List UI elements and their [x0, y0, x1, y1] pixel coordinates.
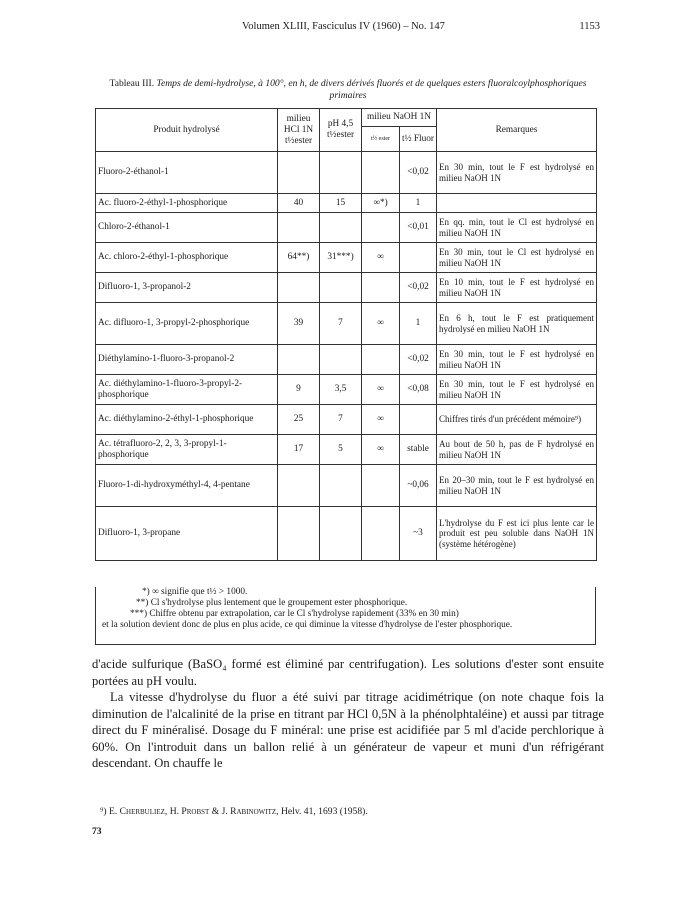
cell-naoh-fluor: stable [400, 435, 437, 465]
table-row [96, 152, 597, 194]
cell-naoh-fluor: <0,08 [400, 375, 437, 405]
cell-naoh-ester: ∞ [362, 375, 400, 405]
cell-ph [320, 152, 362, 194]
cell-remarks: En 10 min, tout le F est hydrolysé en milieu NaOH 1N [437, 273, 597, 303]
cell-hcl [278, 507, 320, 561]
note-3: ***) Chiffre obtenu par extrapolation, car le Cl s'hydrolyse rapidement (33% en 30 min) [130, 609, 459, 619]
cell-ph: 7 [320, 405, 362, 435]
cell-naoh-ester [362, 507, 400, 561]
cell-product: Ac. tétrafluoro-2, 2, 3, 3-propyl-1-phosphorique [96, 435, 278, 465]
cell-hcl [278, 345, 320, 375]
table-row [96, 345, 597, 375]
cell-remarks: Chiffres tirés d'un précédent mémoire⁹) [437, 405, 597, 435]
note-3-continued: et la solution devient donc de plus en plus acide, ce qui diminue la vitesse d'hydrolyse de l'ester phosphorique. [102, 620, 513, 630]
cell-remarks: En 6 h, tout le F est pratiquement hydrolysé en milieu NaOH 1N [437, 303, 597, 345]
cell-remarks: Au bout de 50 h, pas de F hydrolysé en milieu NaOH 1N [437, 435, 597, 465]
header-remarks: Remarques [437, 109, 597, 152]
header-product: Produit hydrolysé [96, 109, 278, 152]
cell-naoh-ester: ∞ [362, 435, 400, 465]
cell-remarks: L'hydrolyse du F est ici plus lente car le produit est peu soluble dans NaOH 1N (système hétérogène) [437, 507, 597, 561]
table-row [96, 435, 597, 465]
cell-remarks: En 30 min, tout le Cl est hydrolysé en milieu NaOH 1N [437, 243, 597, 273]
header-ph: pH 4,5 t½ester [320, 109, 362, 152]
cell-ph [320, 465, 362, 507]
cell-hcl [278, 152, 320, 194]
cell-naoh-fluor: 1 [400, 303, 437, 345]
cell-naoh-fluor: ~0,06 [400, 465, 437, 507]
table-row [96, 507, 597, 561]
cell-hcl: 17 [278, 435, 320, 465]
table-row [96, 405, 597, 435]
cell-remarks: En qq. min, tout le Cl est hydrolysé en milieu NaOH 1N [437, 213, 597, 243]
cell-product: Ac. chloro-2-éthyl-1-phosphorique [96, 243, 278, 273]
paragraph: d'acide sulfurique (BaSO₄ formé est éliminé par centrifugation). Les solutions d'ester sont ensuite portées au pH voulu. [92, 657, 604, 688]
cell-ph [320, 213, 362, 243]
cell-hcl [278, 273, 320, 303]
cell-naoh-ester [362, 213, 400, 243]
cell-ph: 31***) [320, 243, 362, 273]
header-hcl: milieu HCl 1N t½ester [278, 109, 320, 152]
cell-hcl: 9 [278, 375, 320, 405]
cell-product: Ac. fluoro-2-éthyl-1-phosphorique [96, 194, 278, 213]
cell-hcl: 64**) [278, 243, 320, 273]
cell-ph: 15 [320, 194, 362, 213]
cell-naoh-ester: ∞ [362, 405, 400, 435]
cell-remarks [437, 194, 597, 213]
caption-label: Tableau III. [109, 78, 155, 89]
cell-product: Diéthylamino-1-fluoro-3-propanol-2 [96, 345, 278, 375]
table-row [96, 375, 597, 405]
cell-naoh-ester: ∞ [362, 243, 400, 273]
cell-naoh-fluor: <0,02 [400, 152, 437, 194]
table-row [96, 273, 597, 303]
caption-text: Temps de demi-hydrolyse, à 100°, en h, de divers dérivés fluorés et de quelques esters fluoralcoylphosphoriques primaires [156, 78, 587, 101]
cell-hcl: 40 [278, 194, 320, 213]
body-text [92, 656, 604, 772]
cell-naoh-fluor: <0,02 [400, 345, 437, 375]
cell-naoh-ester [362, 345, 400, 375]
note-1: *) ∞ signifie que t½ > 1000. [142, 587, 248, 597]
footnote-mark: ⁹) [100, 806, 107, 817]
header-naoh-fluor: t½ Fluor [400, 127, 437, 152]
table-caption [92, 78, 604, 102]
table-row [96, 243, 597, 273]
table-row [96, 465, 597, 507]
cell-naoh-fluor [400, 405, 437, 435]
cell-ph: 5 [320, 435, 362, 465]
cell-naoh-ester [362, 152, 400, 194]
cell-remarks: En 30 min, tout le F est hydrolysé en milieu NaOH 1N [437, 345, 597, 375]
cell-ph [320, 273, 362, 303]
cell-product: Ac. diéthylamino-1-fluoro-3-propyl-2-phosphorique [96, 375, 278, 405]
page-footer: 73 [92, 826, 102, 837]
journal-info: Volumen XLIII, Fasciculus IV (1960) – No. 147 [242, 21, 445, 32]
cell-naoh-ester [362, 465, 400, 507]
header-naoh: milieu NaOH 1N [362, 109, 437, 127]
cell-product: Ac. diéthylamino-2-éthyl-1-phosphorique [96, 405, 278, 435]
footnote-authors: E. Cherbuliez, H. Probst & J. Rabinowitz, [108, 806, 279, 817]
cell-product: Difluoro-1, 3-propanol-2 [96, 273, 278, 303]
table-notes [95, 587, 596, 645]
cell-naoh-fluor [400, 243, 437, 273]
cell-hcl: 39 [278, 303, 320, 345]
cell-hcl: 25 [278, 405, 320, 435]
footnote-reference: Helv. 41, 1693 (1958). [280, 806, 368, 817]
cell-remarks: En 30 min, tout le F est hydrolysé en milieu NaOH 1N [437, 375, 597, 405]
cell-ph [320, 507, 362, 561]
cell-product: Fluoro-2-éthanol-1 [96, 152, 278, 194]
cell-remarks: En 30 min, tout le F est hydrolysé en milieu NaOH 1N [437, 152, 597, 194]
cell-naoh-ester: ∞ [362, 303, 400, 345]
table-row [96, 194, 597, 213]
cell-ph: 3,5 [320, 375, 362, 405]
hydrolysis-table [95, 108, 597, 561]
page-number: 1153 [579, 21, 600, 32]
header-naoh-ester: t½ ester [362, 127, 400, 152]
cell-product: Fluoro-1-di-hydroxyméthyl-4, 4-pentane [96, 465, 278, 507]
cell-product: Chloro-2-éthanol-1 [96, 213, 278, 243]
footnote [100, 806, 600, 817]
cell-hcl [278, 465, 320, 507]
table-row [96, 303, 597, 345]
cell-remarks: En 20–30 min, tout le F est hydrolysé en milieu NaOH 1N [437, 465, 597, 507]
note-2: **) Cl s'hydrolyse plus lentement que le groupement ester phosphorique. [136, 598, 408, 608]
cell-naoh-fluor: ~3 [400, 507, 437, 561]
cell-ph: 7 [320, 303, 362, 345]
cell-naoh-fluor: 1 [400, 194, 437, 213]
cell-naoh-ester: ∞*) [362, 194, 400, 213]
table-row [96, 213, 597, 243]
cell-hcl [278, 213, 320, 243]
cell-naoh-fluor: <0,02 [400, 273, 437, 303]
table-header-row [96, 109, 597, 127]
cell-product: Ac. difluoro-1, 3-propyl-2-phosphorique [96, 303, 278, 345]
cell-naoh-fluor: <0,01 [400, 213, 437, 243]
cell-naoh-ester [362, 273, 400, 303]
cell-ph [320, 345, 362, 375]
cell-product: Difluoro-1, 3-propane [96, 507, 278, 561]
paragraph: La vitesse d'hydrolyse du fluor a été suivi par titrage acidimétrique (on note chaque fois la diminution de l'alcalinité de la prise en titrant par HCl 0,5N à la phénolphtaléine) et aussi par titrage direct du F minéralisé. Dosage du F minéral: une prise est acidifiée par 5 ml d'acide perchlorique à 60%. On l'introduit dans un ballon relié à un générateur de vapeur et muni d'un réfrigérant descendant. On chauffe le [92, 690, 604, 770]
